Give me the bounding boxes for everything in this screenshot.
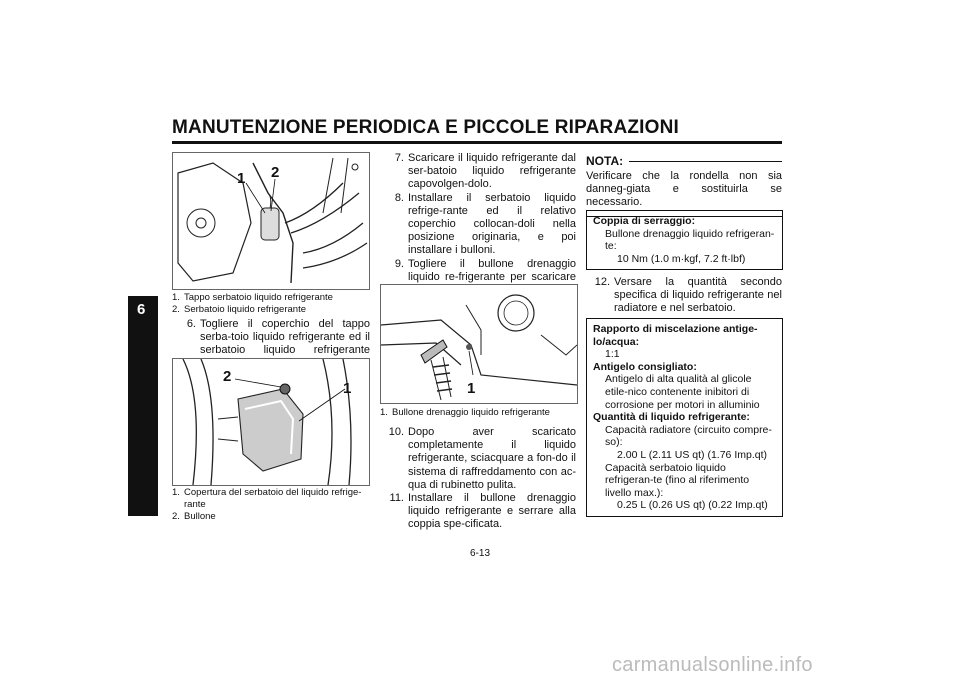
step-item: 9. Togliere il bullone drenaggio liquido re-frigerante per scaricare bbox=[394, 257, 576, 283]
step-item: 7. Scaricare il liquido refrigerante dal ser-batoio liquido refrigerante capovolgen-dolo. bbox=[394, 152, 576, 191]
figure-tank-cover bbox=[172, 358, 370, 486]
torque-spec-box bbox=[586, 210, 783, 270]
engine-illustration-2 bbox=[173, 359, 369, 485]
tank-capacity-value: 0.25 L (0.26 US qt) (0.22 Imp.qt) bbox=[617, 499, 768, 512]
step-item: 10. Dopo aver scaricato completamente il liquido refrigerante, sciacquare a fon-do il sistema di raffreddamento con ac-qua di rubinetto pulita. bbox=[388, 426, 576, 491]
watermark: carmanualsonline.info bbox=[612, 654, 813, 676]
nota-heading: NOTA: bbox=[586, 154, 624, 168]
caption-text: Serbatoio liquido refrigerante bbox=[184, 304, 306, 315]
coolant-mix-box bbox=[586, 318, 783, 517]
figure1-caption: 1. Tappo serbatoio liquido refrigerante 2. Serbatoio liquido refrigerante bbox=[172, 292, 333, 315]
mix-ratio-title: Rapporto di miscelazione antige-lo/acqua: bbox=[593, 323, 758, 348]
steps-col2a bbox=[380, 152, 576, 297]
chapter-number: 6 bbox=[137, 301, 146, 318]
tank-capacity-label: Capacità serbatoio liquido refrigeran-te (fino al riferimento livello max.): bbox=[605, 461, 750, 499]
figure3-label-1: 1 bbox=[467, 380, 476, 397]
figure2-caption: 1. Copertura del serbatoio del liquido refrige-rante 2. Bullone bbox=[172, 487, 362, 522]
page-title: MANUTENZIONE PERIODICA E PICCOLE RIPARAZIONI bbox=[172, 117, 680, 138]
torque-title: Coppia di serraggio: bbox=[593, 215, 696, 227]
torque-bolt: Bullone drenaggio liquido refrigeran-te: bbox=[605, 227, 775, 253]
nota-text: Verificare che la rondella non sia danneg-giata e sostituirla se necessario. bbox=[586, 170, 782, 209]
step-item: 12. Versare la quantità secondo specifica di liquido refrigerante nel radiatore e nel serbatoio. bbox=[594, 276, 782, 315]
figure-coolant-tank bbox=[172, 152, 370, 290]
coolant-quantity-title: Quantità di liquido refrigerante: bbox=[593, 411, 750, 424]
step-item: 8. Installare il serbatoio liquido refrige-rante ed il relativo coperchio collocan-doli nella posizione originaria, e poi installare i bulloni. bbox=[394, 191, 576, 257]
mix-ratio-value: 1:1 bbox=[605, 348, 620, 361]
caption-text: Tappo serbatoio liquido refrigerante bbox=[184, 292, 333, 303]
radiator-capacity-label: Capacità radiatore (circuito compre-so): bbox=[605, 423, 772, 449]
figure1-label-1: 1 bbox=[237, 170, 246, 187]
step-item: 11. Installare il bullone drenaggio liquido refrigerante e serrare alla coppia spe-cificata. bbox=[389, 492, 576, 531]
figure-drain-bolt bbox=[380, 284, 578, 404]
engine-illustration-3 bbox=[381, 285, 577, 403]
steps-col3 bbox=[586, 276, 782, 316]
figure2-label-1: 1 bbox=[343, 380, 352, 397]
radiator-capacity-value: 2.00 L (2.11 US qt) (1.76 Imp.qt) bbox=[617, 448, 767, 461]
figure2-label-2: 2 bbox=[223, 368, 232, 385]
steps-col2b bbox=[380, 426, 576, 532]
engine-illustration-1 bbox=[173, 153, 369, 289]
title-rule bbox=[172, 141, 782, 144]
figure1-label-2: 2 bbox=[271, 164, 280, 181]
torque-value: 10 Nm (1.0 m·kgf, 7.2 ft·lbf) bbox=[617, 252, 746, 265]
antifreeze-text: Antigelo di alta qualità al glicole etile-nico contenente inibitori di corrosione per motori in alluminio bbox=[605, 373, 760, 411]
antifreeze-title: Antigelo consigliato: bbox=[593, 360, 697, 373]
step-item: 6. Togliere il coperchio del tappo serba-toio liquido refrigerante ed il serbatoio liquido refrigerante bbox=[186, 318, 370, 357]
chapter-tab bbox=[128, 296, 158, 516]
page-number: 6-13 bbox=[469, 548, 490, 559]
figure3-caption: 1. Bullone drenaggio liquido refrigerante bbox=[380, 407, 550, 418]
nota-block bbox=[586, 154, 782, 217]
